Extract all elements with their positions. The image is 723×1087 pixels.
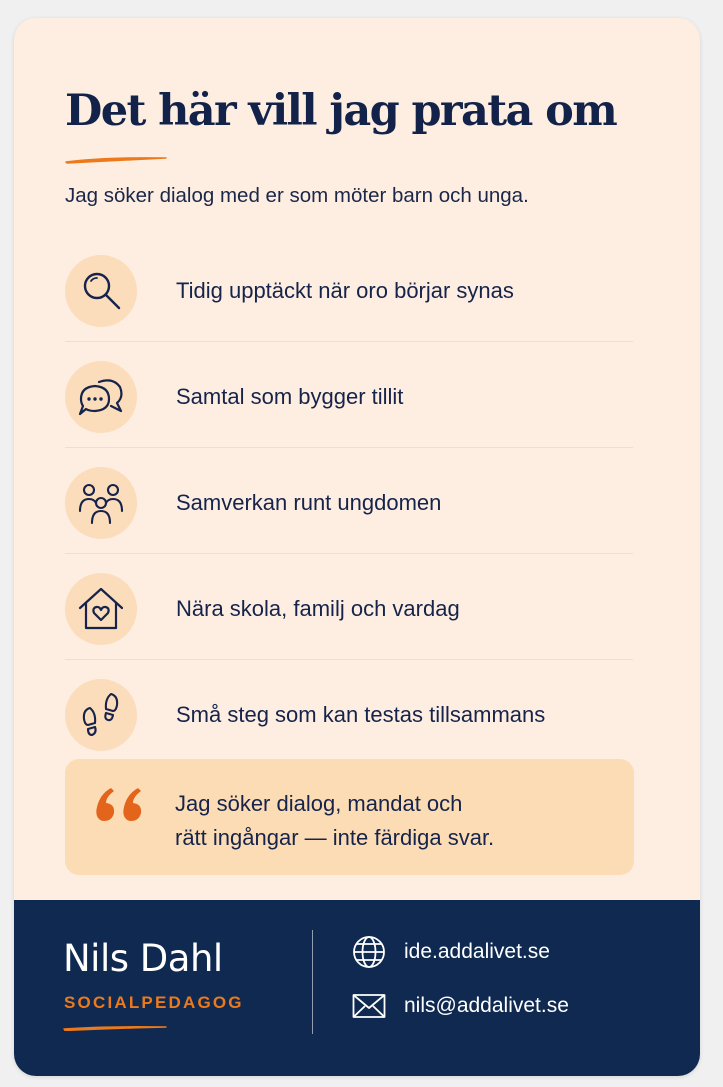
- quote-box: [65, 759, 634, 875]
- email-contact[interactable]: [352, 986, 672, 1026]
- title-underline-accent: [65, 156, 167, 164]
- quote-line: Jag söker dialog, mandat och: [175, 791, 463, 816]
- topic-item: [65, 448, 633, 554]
- subtitle: Jag söker dialog med er som möter barn och unga.: [65, 184, 529, 207]
- people-group-icon: [65, 467, 137, 539]
- footsteps-icon: [65, 679, 137, 751]
- topic-label: Samtal som bygger tillit: [176, 384, 404, 409]
- topic-item: [65, 660, 633, 765]
- topic-list: [65, 236, 633, 765]
- website-contact[interactable]: [352, 932, 672, 972]
- envelope-icon: [352, 989, 386, 1023]
- topic-label: Nära skola, familj och vardag: [176, 596, 460, 621]
- page-title: Det här vill jag prata om: [65, 86, 617, 136]
- footer: [14, 900, 700, 1076]
- globe-icon: [352, 935, 386, 969]
- speech-bubbles-icon: [65, 361, 137, 433]
- footer-divider: [312, 930, 313, 1034]
- person-role: SOCIALPEDAGOG: [64, 993, 244, 1012]
- role-underline-accent: [63, 1025, 167, 1031]
- topic-item: [65, 236, 633, 342]
- quote-text: [175, 787, 615, 855]
- house-heart-icon: [65, 573, 137, 645]
- topic-label: Små steg som kan testas tillsammans: [176, 702, 546, 727]
- quote-line: rätt ingångar — inte färdiga svar.: [175, 825, 495, 850]
- email-link[interactable]: nils@addalivet.se: [404, 994, 569, 1017]
- topic-label: Tidig upptäckt när oro börjar synas: [176, 278, 514, 303]
- topic-item: [65, 342, 633, 448]
- topic-item: [65, 554, 633, 660]
- magnifying-glass-icon: [65, 255, 137, 327]
- topic-label: Samverkan runt ungdomen: [176, 490, 442, 515]
- info-card: [14, 18, 700, 1076]
- person-name: Nils Dahl: [63, 937, 223, 980]
- quote-mark-icon: [91, 779, 151, 829]
- website-link[interactable]: ide.addalivet.se: [404, 940, 550, 963]
